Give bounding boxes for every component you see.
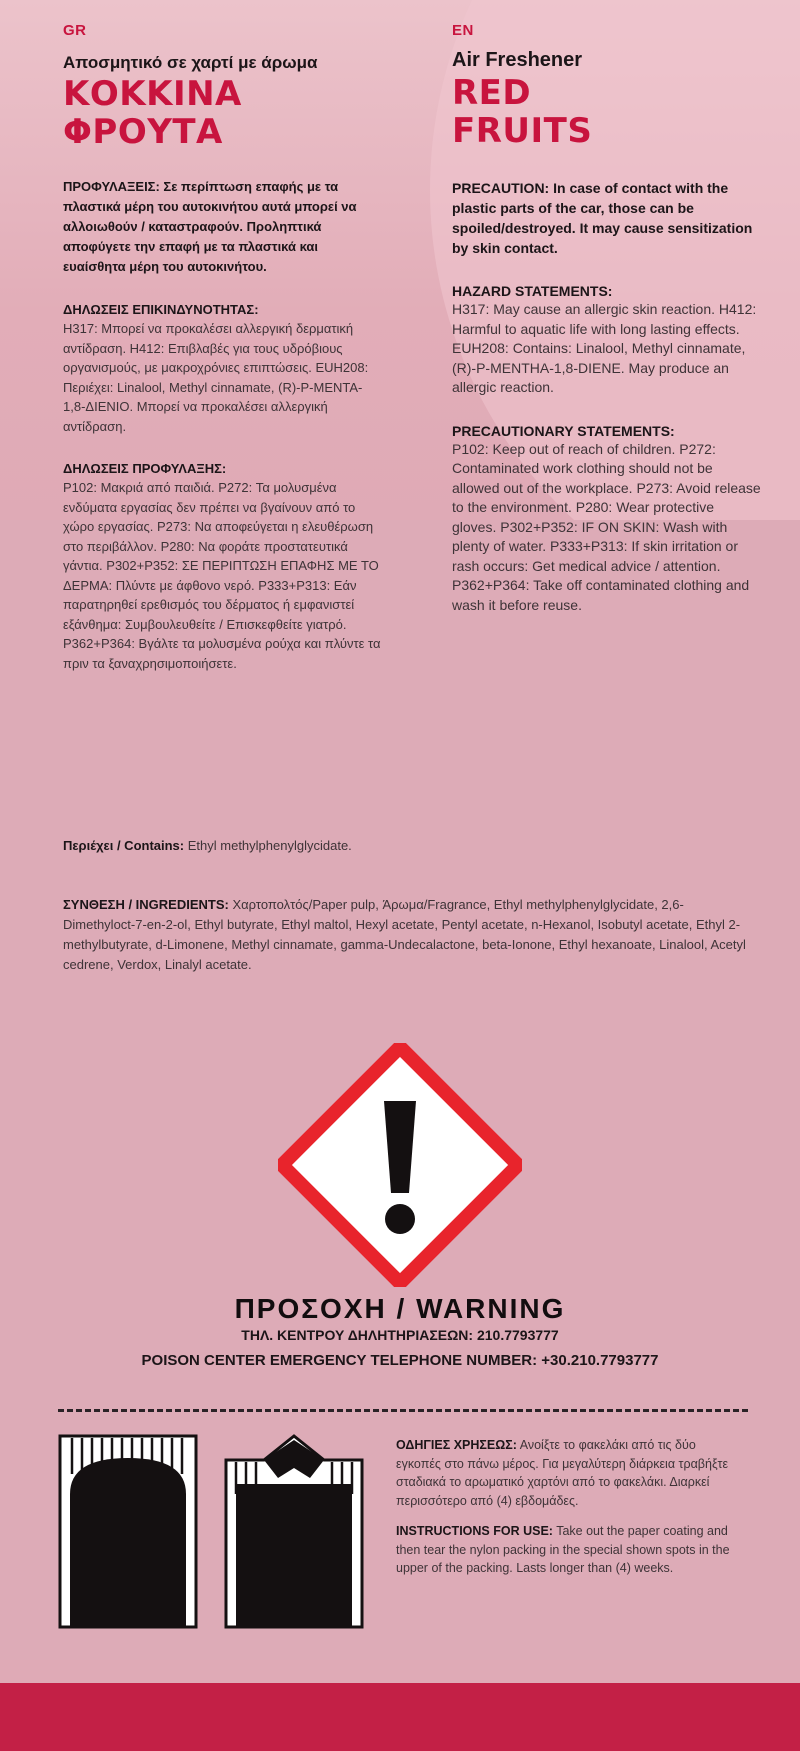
greek-subtitle: Αποσμητικό σε χαρτί με άρωμα — [63, 53, 318, 72]
greek-lang-code: GR — [63, 22, 87, 39]
greek-product-line-1: ΚΟΚΚΙΝΑ — [63, 74, 242, 114]
contains-text: Ethyl methylphenylglycidate. — [187, 838, 352, 853]
greek-precaution: ΠΡΟΦΥΛΑΞΕΙΣ: Σε περίπτωση επαφής με τα πλαστικά μέρη του αυτοκινήτου αυτά μπορεί να αλλοιωθούν / καταστραφούν. Προληπτικά αποφύγετε την επαφή με τα πλαστικά και ευαίσθητα μέρη του αυτοκινήτου. — [63, 179, 357, 274]
bottom-stripe — [0, 1683, 800, 1751]
english-precautionary-title: PRECAUTIONARY STATEMENTS: — [452, 422, 675, 439]
english-precaution: PRECAUTION: In case of contact with the plastic parts of the car, those can be spoiled/destroyed. It may cause sensitization by skin contact. — [452, 180, 753, 256]
english-precautionary-block — [452, 422, 762, 616]
contains-line — [63, 836, 763, 856]
english-lang-code: EN — [452, 22, 474, 39]
contains-label: Περιέχει / Contains: — [63, 838, 185, 853]
usage-greek-label: ΟΔΗΓΙΕΣ ΧΡΗΣΕΩΣ: — [396, 1438, 517, 1452]
greek-product-line-2: ΦΡΟΥΤΑ — [63, 112, 223, 152]
english-product-line-2: FRUITS — [452, 111, 593, 151]
exclamation-mark-ghs-icon — [278, 1043, 522, 1287]
english-hazard-text: H317: May cause an allergic skin reaction. H412: Harmful to aquatic life with long lasting effects. EUH208: Contains: Linalool, Methyl cinnamate, (R)-P-MENTHA-1,8-DIENE. May produce an allergic reaction. — [452, 301, 757, 395]
poison-center-phone-english: POISON CENTER EMERGENCY TELEPHONE NUMBER: +30.210.7793777 — [141, 1352, 659, 1369]
english-hazard-block — [452, 282, 762, 398]
greek-precautionary-block — [63, 460, 383, 673]
greek-hazard-text: H317: Μπορεί να προκαλέσει αλλεργική δερματική αντίδραση. H412: Επιβλαβές για τους υδρόβιους οργανισμούς, με μακροχρόνιες επιπτώσεις. EUH208: Περιέχει: Linalool, Methyl cinnamate, (R)-P-MENTA-1,8-ΔΙΕΝΙΟ. Μπορεί να προκαλέσει αλλεργική αντίδραση. — [63, 321, 369, 434]
ingredients-label: ΣΥΝΘΕΣΗ / INGREDIENTS: — [63, 897, 229, 912]
english-product-line-1: RED — [452, 73, 532, 113]
usage-english-label: INSTRUCTIONS FOR USE: — [396, 1524, 553, 1538]
english-precautionary-text: P102: Keep out of reach of children. P272: Contaminated work clothing should not be allowed out of the workplace. P273: Avoid release to the environment. P280: Wear protective gloves. P302+P352: IF ON SKIN: Wash with plenty of water. P333+P313: If skin irritation or rash occurs: Get medical advice / attention. P362+P364: Take off contaminated clothing and wash it before reuse. — [452, 440, 761, 613]
packet-closed-icon — [58, 1434, 198, 1629]
usage-english-text: Take out the paper coating and then tear the nylon packing in the special shown spots in the upper of the packing. Lasts longer than (4) weeks. — [396, 1524, 730, 1575]
packet-opened-icon — [224, 1434, 364, 1629]
english-hazard-title: HAZARD STATEMENTS: — [452, 283, 613, 299]
greek-precautionary-title: ΔΗΛΩΣΕΙΣ ΠΡΟΦΥΛΑΞΗΣ: — [63, 461, 227, 476]
usage-english — [396, 1522, 742, 1578]
greek-product-name — [63, 75, 383, 151]
poison-center-phone-greek: ΤΗΛ. ΚΕΝΤΡΟΥ ΔΗΛΗΤΗΡΙΑΣΕΩΝ: 210.7793777 — [241, 1327, 559, 1343]
usage-instructions — [396, 1436, 742, 1578]
english-column — [452, 22, 762, 615]
usage-greek — [396, 1436, 742, 1510]
usage-greek-text: Ανοίξτε το φακελάκι από τις δύο εγκοπές στο πάνω μέρος. Για μεγαλύτερη διάρκεια τραβήξτε σταδιακά το αρωματικό χαρτόνι από το φακελάκι. Διαρκεί περισσότερο από (4) εβδομάδες. — [396, 1438, 729, 1508]
ingredients-text: Χαρτοπολτός/Paper pulp, Άρωμα/Fragrance, Ethyl methylphenylglycidate, 2,6- Dimethyloct-7-en-2-ol, Ethyl butyrate, Ethyl maltol, Hexyl acetate, Pentyl acetate, n-Hexanol, Isobutyl acetate, Ethyl 2-methylbutyrate, d-Limonene, Methyl cinnamate, gamma-Undecalactone, beta-Ionone, Ethyl hexanoate, Linalool, Acetyl cedrene, Verdox, Linalyl acetate. — [63, 897, 746, 972]
greek-column — [63, 22, 383, 673]
dashed-divider — [58, 1409, 748, 1412]
greek-hazard-block — [63, 301, 383, 436]
ingredients-paragraph — [63, 895, 753, 975]
greek-precautionary-text: P102: Μακριά από παιδιά. P272: Τα μολυσμένα ενδύματα εργασίας δεν πρέπει να βγαίνουν από το χώρο εργασίας. P273: Να αποφεύγεται η ελευθέρωση στο περιβάλλον. P280: Να φοράτε προστατευτικά γάντια. P302+P352: ΣΕ ΠΕΡΙΠΤΩΣΗ ΕΠΑΦΗΣ ΜΕ ΤΟ ΔΕΡΜΑ: Πλύντε με άφθονο νερό. P333+P313: Εάν παρατηρηθεί ερεθισμός του δέρματος ή εμφανιστεί εξάνθημα: Συμβουλευθείτε / Επισκεφθείτε γιατρό. P362+P364: Βγάλτε τα μολυσμένα ρούχα και πλύντε τα πριν τα ξαναχρησιμοποιήσετε. — [63, 480, 381, 671]
warning-title: ΠΡΟΣΟΧΗ / WARNING — [234, 1293, 566, 1324]
english-product-name — [452, 74, 762, 150]
greek-hazard-title: ΔΗΛΩΣΕΙΣ ΕΠΙΚΙΝΔΥΝΟΤΗΤΑΣ: — [63, 302, 259, 317]
english-subtitle: Air Freshener — [452, 49, 583, 71]
